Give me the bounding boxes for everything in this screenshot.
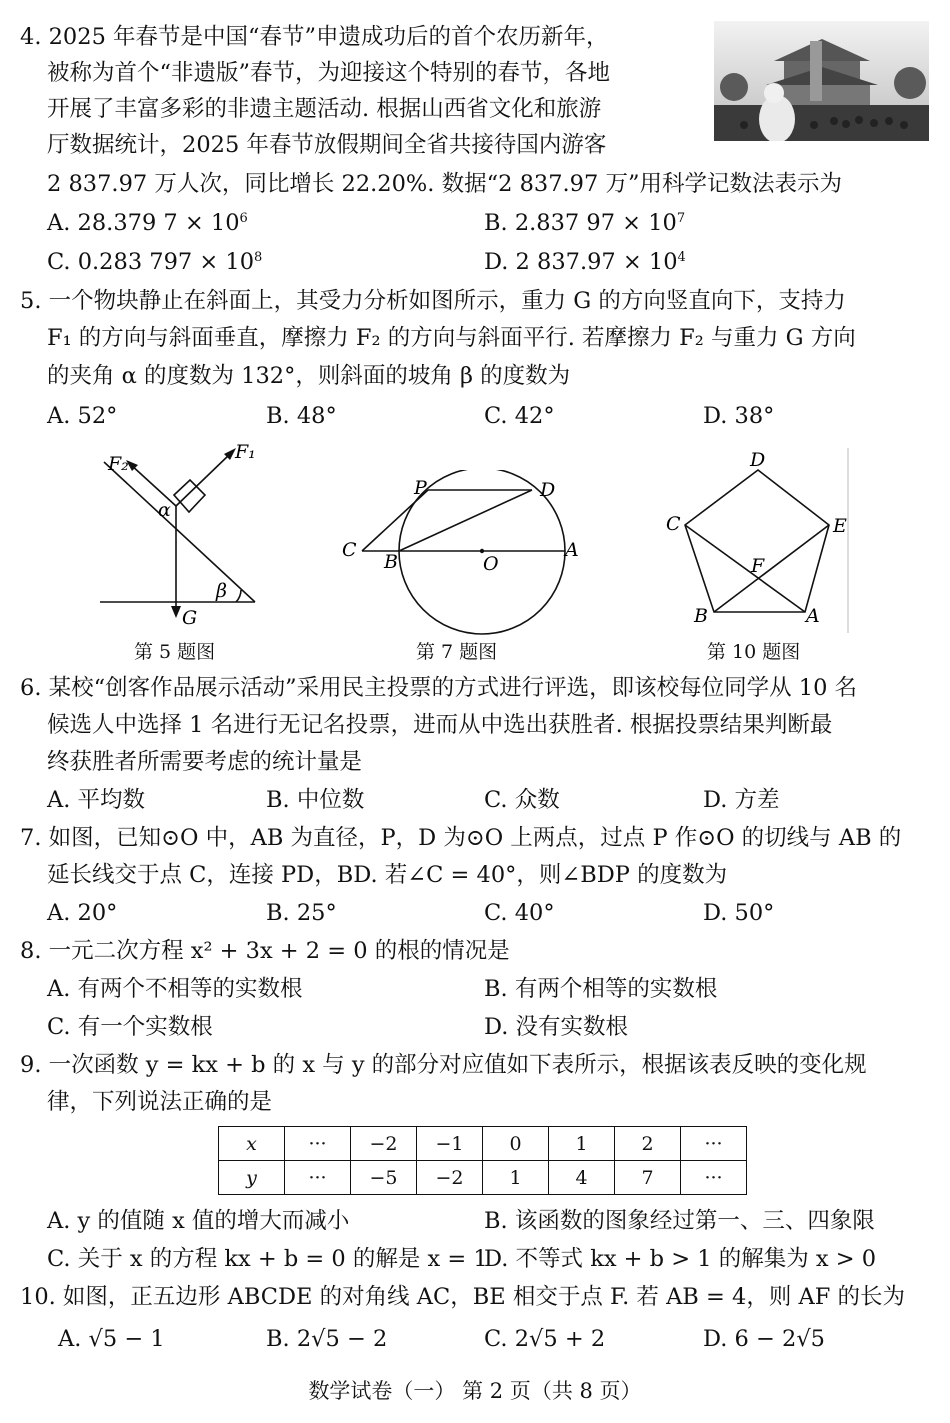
table-cell: 0 xyxy=(483,1127,549,1161)
label-d: D xyxy=(540,479,556,501)
q7-option-b[interactable]: B. 25° xyxy=(266,900,337,926)
table-cell: ··· xyxy=(285,1127,351,1161)
table-cell: 1 xyxy=(549,1127,615,1161)
block xyxy=(174,480,205,512)
q6-option-c[interactable]: C. 众数 xyxy=(484,787,560,813)
gravity-arrowhead xyxy=(171,606,181,618)
label-c: C xyxy=(342,539,357,561)
q9-option-a[interactable]: A. y 的值随 x 值的增大而减小 xyxy=(47,1208,350,1234)
q10-line: 10. 如图，正五边形 ABCDE 的对角线 AC，BE 相交于点 F. 若 AB = 4，则 AF 的长为 xyxy=(20,1284,905,1310)
q5-option-d[interactable]: D. 38° xyxy=(703,403,775,429)
incline-line xyxy=(104,462,255,602)
q6-line-1: 6. 某校“创客作品展示活动”采用民主投票的方式进行评选，即该校每位同学从 10 名 xyxy=(20,675,858,701)
q5-option-b[interactable]: B. 48° xyxy=(266,403,337,429)
label-f: F xyxy=(751,555,765,577)
label-beta: β xyxy=(216,580,227,602)
table-cell: 2 xyxy=(615,1127,681,1161)
q5-option-c[interactable]: C. 42° xyxy=(484,403,555,429)
q10-option-b[interactable]: B. 2√5 − 2 xyxy=(266,1326,388,1352)
table-cell: ··· xyxy=(681,1127,747,1161)
q4-line-2: 被称为首个“非遗版”春节，为迎接这个特别的春节，各地 xyxy=(47,60,611,86)
table-cell: 7 xyxy=(615,1161,681,1195)
diagonal-ac xyxy=(685,525,805,612)
q4-line-4: 厅数据统计，2025 年春节放假期间全省共接待国内游客 xyxy=(47,132,607,158)
figure-7-caption: 第 7 题图 xyxy=(416,641,498,663)
q9-option-c[interactable]: C. 关于 x 的方程 kx + b = 0 的解是 x = 1 xyxy=(47,1246,488,1272)
figure-7-circle-diagram xyxy=(336,470,586,635)
beta-arc xyxy=(236,590,241,602)
q5-line-1: 5. 一个物块静止在斜面上，其受力分析如图所示，重力 G 的方向竖直向下，支持力 xyxy=(20,288,846,314)
table-cell: ··· xyxy=(285,1161,351,1195)
q5-line-2: F₁ 的方向与斜面垂直，摩擦力 F₂ 的方向与斜面平行. 若摩擦力 F₂ 与重力 G 方向 xyxy=(47,325,856,351)
figure-10-caption: 第 10 题图 xyxy=(707,641,801,663)
label-c: C xyxy=(666,513,681,535)
q9-option-b[interactable]: B. 该函数的图象经过第一、三、四象限 xyxy=(484,1208,875,1234)
q9-line-1: 9. 一次函数 y = kx + b 的 x 与 y 的部分对应值如下表所示，根据该表反映的变化规 xyxy=(20,1052,867,1078)
label-a: A xyxy=(565,539,579,561)
q8-option-a[interactable]: A. 有两个不相等的实数根 xyxy=(47,976,303,1002)
q6-option-d[interactable]: D. 方差 xyxy=(703,787,780,813)
table-row-y xyxy=(219,1161,747,1195)
q7-option-d[interactable]: D. 50° xyxy=(703,900,775,926)
q8-option-b[interactable]: B. 有两个相等的实数根 xyxy=(484,976,718,1002)
q7-option-c[interactable]: C. 40° xyxy=(484,900,555,926)
q9-option-d[interactable]: D. 不等式 kx + b > 1 的解集为 x > 0 xyxy=(484,1246,877,1272)
table-cell: −2 xyxy=(351,1127,417,1161)
label-alpha: α xyxy=(158,499,171,521)
q6-line-2: 候选人中选择 1 名进行无记名投票，进而从中选出获胜者. 根据投票结果判断最 xyxy=(47,712,833,738)
q10-option-c[interactable]: C. 2√5 + 2 xyxy=(484,1326,606,1352)
table-cell: 1 xyxy=(483,1161,549,1195)
label-d: D xyxy=(750,449,766,471)
q8-line: 8. 一元二次方程 x² + 3x + 2 = 0 的根的情况是 xyxy=(20,938,510,964)
label-p: P xyxy=(414,477,427,499)
q5-option-a[interactable]: A. 52° xyxy=(47,403,118,429)
table-cell: 4 xyxy=(549,1161,615,1195)
label-f2: F₂ xyxy=(108,453,129,475)
q10-option-d[interactable]: D. 6 − 2√5 xyxy=(703,1326,825,1352)
label-f1: F₁ xyxy=(235,441,256,463)
q6-option-a[interactable]: A. 平均数 xyxy=(47,787,146,813)
spring-festival-photo xyxy=(714,21,929,141)
q6-option-b[interactable]: B. 中位数 xyxy=(266,787,365,813)
label-b: B xyxy=(384,551,398,573)
diagonal-be xyxy=(714,525,829,612)
table-cell: ··· xyxy=(681,1161,747,1195)
table-cell: y xyxy=(219,1161,285,1195)
table-cell: −5 xyxy=(351,1161,417,1195)
table-cell: −1 xyxy=(417,1127,483,1161)
q6-line-3: 终获胜者所需要考虑的统计量是 xyxy=(47,749,363,775)
page-footer: 数学试卷（一） 第 2 页（共 8 页） xyxy=(308,1379,642,1403)
figure-5-force-diagram xyxy=(90,440,270,635)
label-b: B xyxy=(694,605,708,627)
q4-option-b[interactable]: B. 2.837 $97 \times 10^7$ xyxy=(484,210,686,236)
q4-option-d[interactable]: D. 2 $837.97 \times 10^4$ xyxy=(484,249,686,275)
q8-option-d[interactable]: D. 没有实数根 xyxy=(484,1014,629,1040)
q4-option-a[interactable]: A. 28.379 $7 \times 10^6$ xyxy=(47,210,248,236)
q7-line-1: 7. 如图，已知⊙O 中，AB 为直径，P，D 为⊙O 上两点，过点 P 作⊙O 的切线与 AB 的 xyxy=(20,825,902,851)
table-cell: −2 xyxy=(417,1161,483,1195)
q4-line-5: 2 837.97 万人次，同比增长 22.20%. 数据“2 837.97 万”用科学记数法表示为 xyxy=(47,171,842,197)
figure-5-caption: 第 5 题图 xyxy=(134,641,216,663)
q4-option-c[interactable]: C. 0.283 $797 \times 10^8$ xyxy=(47,249,263,275)
q9-line-2: 律，下列说法正确的是 xyxy=(47,1089,273,1115)
q9-value-table xyxy=(218,1126,747,1195)
figure-10-pentagon-diagram xyxy=(662,448,852,633)
q4-line-3: 开展了丰富多彩的非遗主题活动. 根据山西省文化和旅游 xyxy=(47,96,602,122)
q7-line-2: 延长线交于点 C，连接 PD，BD. 若∠C = 40°，则∠BDP 的度数为 xyxy=(47,862,728,888)
q7-option-a[interactable]: A. 20° xyxy=(47,900,118,926)
table-row-x xyxy=(219,1127,747,1161)
label-a: A xyxy=(806,605,820,627)
table-cell: x xyxy=(219,1127,285,1161)
q4-line-1: 4. 2025 年春节是中国“春节”申遗成功后的首个农历新年， xyxy=(20,24,609,50)
q8-option-c[interactable]: C. 有一个实数根 xyxy=(47,1014,213,1040)
q10-option-a[interactable]: A. √5 − 1 xyxy=(58,1326,165,1352)
label-g: G xyxy=(182,607,198,629)
q5-line-3: 的夹角 α 的度数为 132°，则斜面的坡角 β 的度数为 xyxy=(47,363,571,389)
label-o: O xyxy=(483,553,499,575)
label-e: E xyxy=(833,515,847,537)
